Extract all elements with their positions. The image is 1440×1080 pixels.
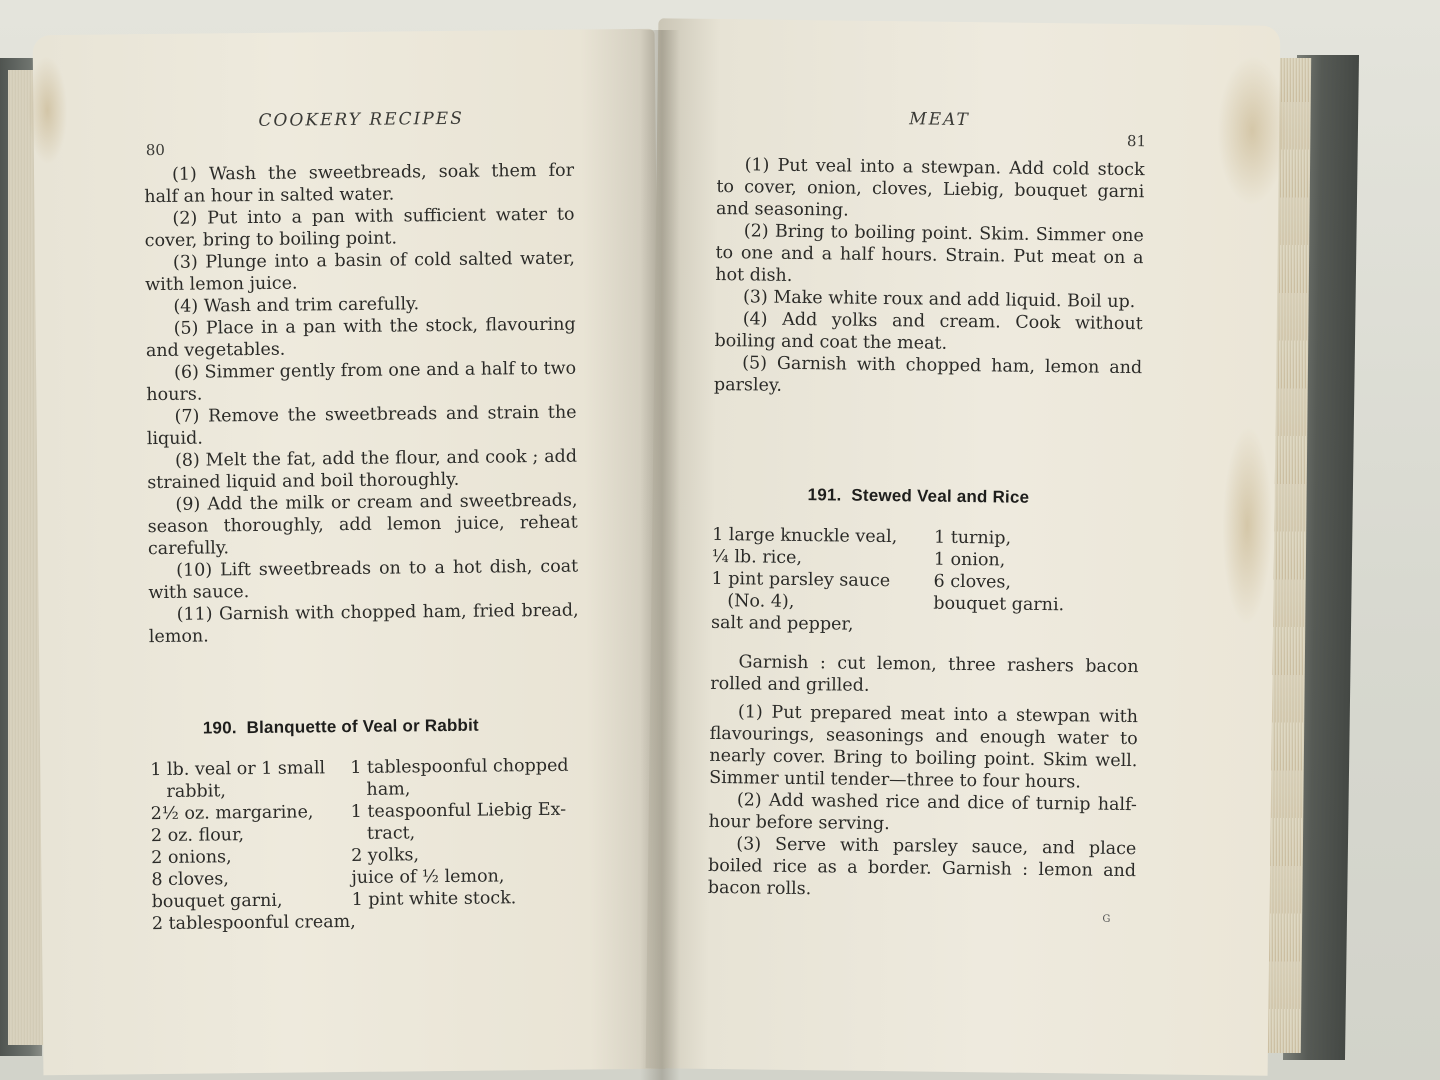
method-step: (3) Plunge into a basin of cold salted water, with lemon juice. (145, 248, 576, 296)
method-step: (2) Bring to boiling point. Skim. Simmer one to one and a half hours. Strain. Put meat on a hot dish. (715, 221, 1144, 286)
ingredient: tract, (366, 823, 416, 844)
method-steps (714, 154, 1145, 401)
method-step: (11) Garnish with chopped ham, fried bread, lemon. (148, 600, 579, 648)
method-step: (2) Put into a pan with sufficient water to cover, bring to boiling point. (144, 204, 575, 252)
ingredient: 2 yolks, (351, 845, 420, 866)
ingredient: 1 lb. veal or 1 small (150, 758, 326, 781)
ingredient: salt and pepper, (710, 612, 854, 635)
ingredient: ¼ lb. rice, (711, 546, 803, 569)
ingredient: 1 tablespoonful chopped (350, 755, 569, 778)
ingredient: ham, (366, 779, 411, 800)
ingredient: 2 tablespoonful cream, (151, 911, 356, 935)
method-step: (3) Make white roux and add liquid. Boil up. (742, 287, 1136, 313)
method-step: (1) Wash the sweetbreads, soak them for half an hour in salted water. (144, 160, 575, 208)
method-step: (7) Remove the sweetbreads and strain the liquid. (146, 402, 577, 450)
ingredient: 8 cloves, (151, 869, 229, 891)
ingredient: bouquet garni, (151, 890, 283, 913)
recipe-number: 191. (807, 485, 842, 505)
garnish-text: Garnish : cut lemon, three rashers bacon rolled and grilled. (710, 652, 1139, 696)
ingredient: 6 cloves, (933, 571, 1012, 593)
method-step: (1) Put prepared meat into a stewpan with flavourings, seasonings and enough water to nearly cover. Bring to boiling point. Skim well. Simmer until tender—three to four hours. (709, 702, 1139, 793)
ingredient: 1 pint white stock. (351, 888, 517, 910)
page-number: 80 (145, 140, 165, 160)
recipe-heading (808, 485, 1030, 508)
method-step: (10) Lift sweetbreads on to a hot dish, coat with sauce. (148, 556, 579, 604)
method-step: (6) Simmer gently from one and a half to two hours. (146, 358, 577, 406)
method-step: (8) Melt the fat, add the flour, and cook ; add strained liquid and boil thoroughly. (147, 446, 578, 494)
ingredients-right-column (933, 527, 1134, 617)
ingredient: juice of ½ lemon, (351, 866, 505, 888)
method-step: (1) Put veal into a stewpan. Add cold stock to cover, onion, cloves, Liebig, bouquet garni and seasoning. (715, 155, 1145, 221)
ingredient: 2½ oz. margarine, (150, 802, 314, 825)
method-step: (2) Add washed rice and dice of turnip half-hour before serving. (708, 790, 1137, 835)
ingredient: 1 turnip, (933, 527, 1012, 549)
ingredients-right-column (350, 754, 592, 911)
ingredient: 1 pint parsley sauce (711, 568, 891, 592)
method-step: (9) Add the milk or cream and sweetbreads, season thoroughly, add lemon juice, reheat carefully. (147, 490, 578, 560)
recipe-heading (203, 716, 479, 739)
ingredient: 1 onion, (933, 549, 1006, 571)
recipe-number: 190. (202, 718, 237, 738)
recipe-method-steps (708, 701, 1138, 904)
method-step: (4) Wash and trim carefully. (173, 294, 420, 317)
ingredient: bouquet garni. (933, 593, 1065, 616)
ingredients-left-column (150, 757, 356, 935)
page-number: 81 (1126, 131, 1147, 151)
ingredient: 1 teaspoonful Liebig Ex- (350, 799, 567, 822)
garnish-note (710, 651, 1139, 700)
ingredient: 1 large knuckle veal, (712, 524, 898, 548)
ingredient: rabbit, (166, 781, 227, 802)
method-step: (5) Garnish with chopped ham, lemon and parsley. (713, 353, 1143, 396)
running-head: COOKERY RECIPES (258, 108, 464, 131)
book-gutter (640, 30, 680, 1080)
signature-mark: G (1102, 913, 1111, 925)
ingredient: 2 oz. flour, (150, 825, 245, 847)
ingredients-left-column (711, 524, 927, 637)
method-step: (5) Place in a pan with the stock, flavouring and vegetables. (145, 314, 576, 362)
right-page (646, 18, 1281, 1076)
method-step: (4) Add yolks and cream. Cook without boiling and coat the meat. (714, 309, 1143, 354)
running-head: MEAT (909, 109, 970, 131)
recipe-title: Blanquette of Veal or Rabbit (246, 715, 479, 738)
method-steps (144, 160, 579, 648)
left-page (33, 29, 666, 1075)
method-step: (3) Serve with parsley sauce, and place boiled rice as a border. Garnish : lemon and bacon rolls. (707, 834, 1137, 900)
recipe-title: Stewed Veal and Rice (851, 485, 1030, 507)
ingredient: (No. 4), (727, 591, 795, 612)
ingredient: 2 onions, (151, 847, 232, 869)
